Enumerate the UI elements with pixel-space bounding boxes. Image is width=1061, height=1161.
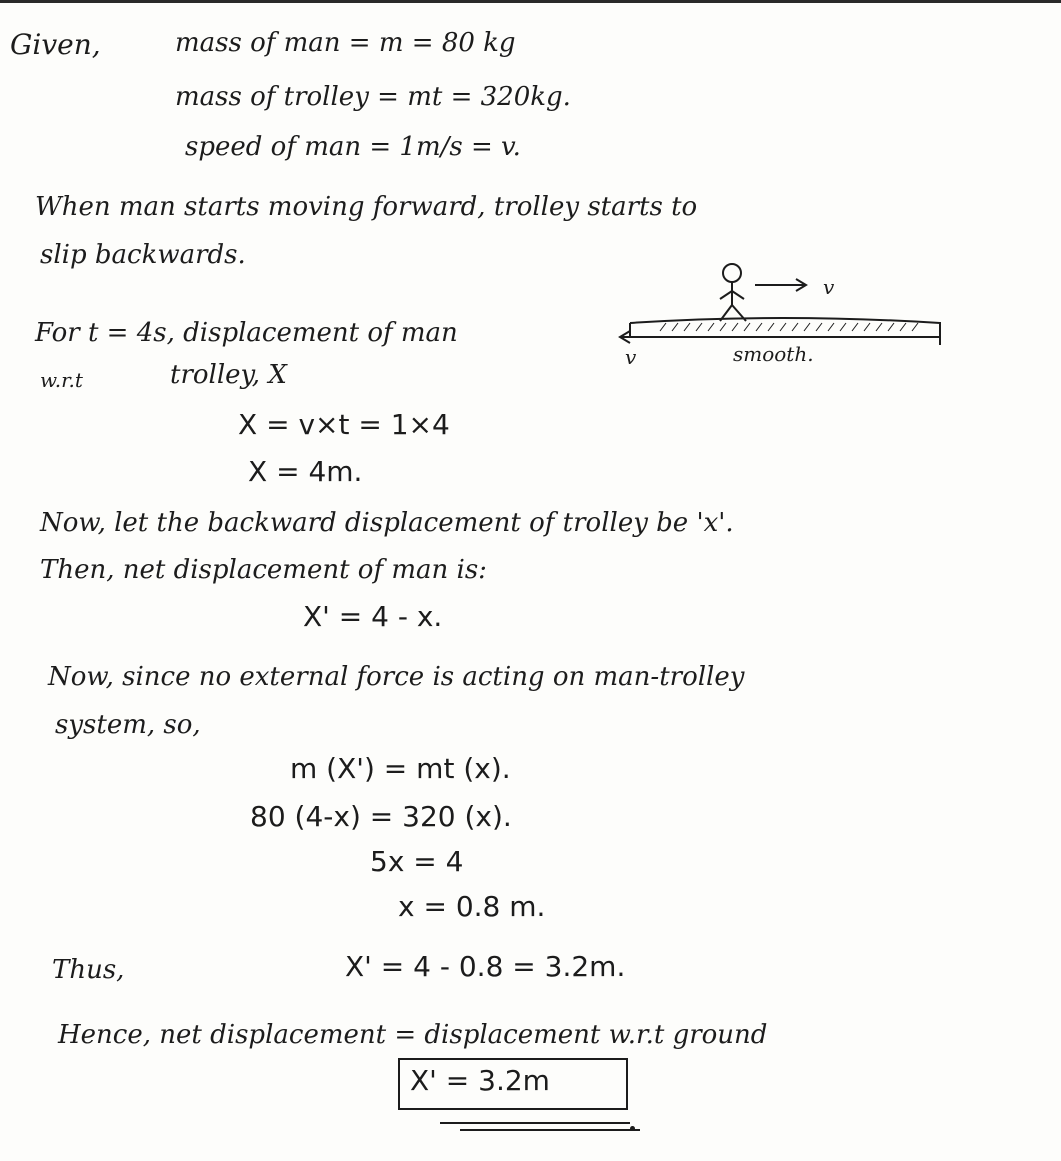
hence-line: Hence, net displacement = displacement w.r.t ground bbox=[58, 1020, 768, 1050]
smooth-label: smooth. bbox=[733, 342, 814, 366]
mom-eq-4: x = 0.8 m. bbox=[398, 890, 546, 923]
underline-2 bbox=[460, 1129, 640, 1131]
man-velocity-label: v bbox=[823, 275, 835, 299]
rel-eq-2: X = 4m. bbox=[248, 455, 363, 488]
rel-line-1: For t = 4s, displacement of man bbox=[35, 318, 458, 348]
trolley-velocity-label: v bbox=[625, 345, 637, 369]
mom-line-1: Now, since no external force is acting on man-trolley bbox=[48, 662, 745, 692]
underline-dot bbox=[630, 1126, 635, 1131]
given-label: Given, bbox=[10, 28, 101, 61]
rel-eq-1: X = v×t = 1×4 bbox=[238, 408, 450, 441]
final-answer: X' = 3.2m bbox=[410, 1064, 550, 1097]
back-eq: X' = 4 - x. bbox=[303, 600, 443, 633]
rel-wrt: w.r.t bbox=[40, 368, 83, 392]
mom-line-2: system, so, bbox=[55, 710, 201, 740]
thus-label: Thus, bbox=[52, 955, 125, 985]
mom-eq-2: 80 (4-x) = 320 (x). bbox=[250, 800, 512, 833]
given-line-3: speed of man = 1m/s = v. bbox=[185, 132, 521, 162]
given-line-2: mass of trolley = mt = 320kg. bbox=[175, 82, 571, 112]
given-line-1: mass of man = m = 80 kg bbox=[175, 28, 516, 58]
intro-line-2: slip backwards. bbox=[40, 240, 246, 270]
mom-eq-1: m (X') = mt (x). bbox=[290, 752, 511, 785]
thus-eq: X' = 4 - 0.8 = 3.2m. bbox=[345, 950, 626, 983]
top-edge bbox=[0, 0, 1061, 3]
underline-1 bbox=[440, 1122, 630, 1124]
back-line-1: Now, let the backward displacement of trolley be 'x'. bbox=[40, 508, 734, 538]
intro-line-1: When man starts moving forward, trolley starts to bbox=[35, 192, 698, 222]
back-line-2: Then, net displacement of man is: bbox=[40, 555, 487, 585]
rel-line-2: trolley, X bbox=[170, 360, 287, 390]
mom-eq-3: 5x = 4 bbox=[370, 845, 464, 878]
